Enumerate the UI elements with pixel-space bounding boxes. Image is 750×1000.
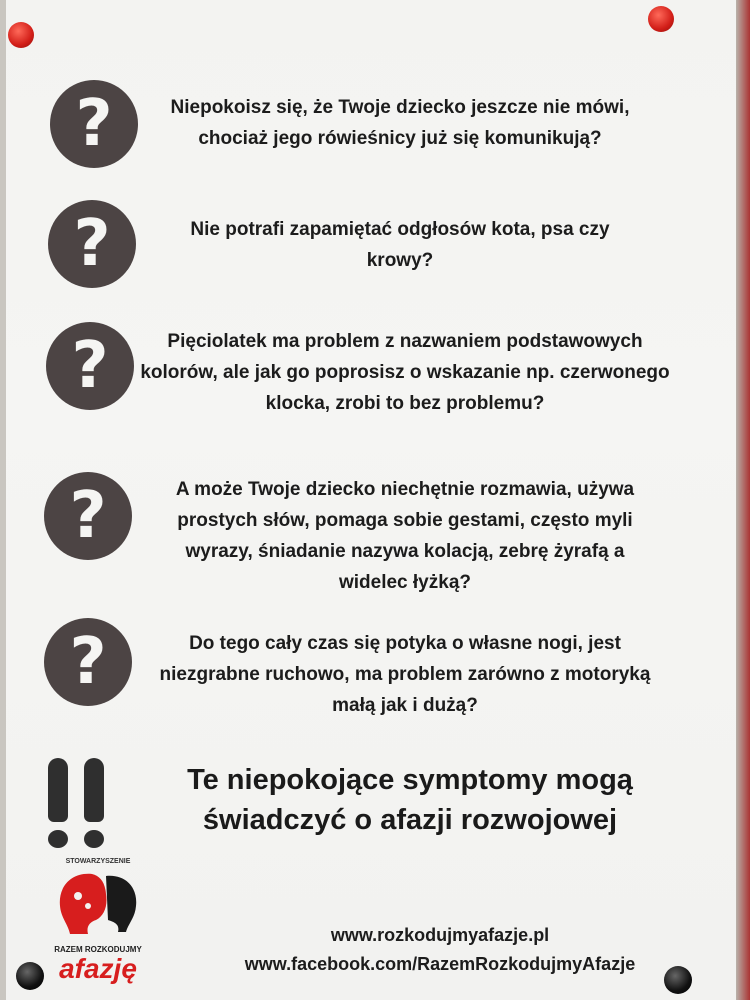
pushpin-red-top-right <box>648 6 674 32</box>
logo-org-name: RAZEM ROZKODUJMY <box>54 945 142 954</box>
question-mark-icon: ? <box>44 618 132 706</box>
pushpin-black-bottom-left <box>16 962 44 990</box>
question-text-5: Do tego cały czas się potyka o własne nogi, jest niezgrabne ruchowo, ma problem zarówno z motoryką małą jak i dużą? <box>159 633 651 716</box>
warning-line-1: Te niepokojące symptomy mogą <box>187 764 633 796</box>
two-heads-icon <box>48 866 148 946</box>
website-link[interactable]: www.rozkodujmyafazje.pl <box>330 925 550 945</box>
question-text-4: A może Twoje dziecko niechętnie rozmawia, używa prostych słów, pomaga sobie gestami, często myli wyrazy, śniadanie nazywa kolacją, zebrę żyrafą a widelec łyżką? <box>175 479 635 593</box>
question-text-1: Niepokoisz się, że Twoje dziecko jeszcze nie mówi, chociaż jego rówieśnicy już się komunikują? <box>170 97 630 149</box>
facebook-link[interactable]: www.facebook.com/RazemRozkodujmyAfazje <box>244 954 636 974</box>
pushpin-red-top-left <box>8 22 34 48</box>
warning-message <box>110 760 710 840</box>
organization-logo <box>48 858 148 988</box>
logo-brand: afazję <box>59 953 137 984</box>
logo-association-label: STOWARZYSZENIE <box>65 858 131 865</box>
question-mark-icon: ? <box>46 322 134 410</box>
question-mark-icon: ? <box>44 472 132 560</box>
question-text-3: Pięciolatek ma problem z nazwaniem podstawowych kolorów, ale jak go poprosisz o wskazanie np. czerwonego klocka, zrobi to bez problemu? <box>140 331 670 414</box>
background-edge <box>736 0 750 1000</box>
warning-line-2: świadczyć o afazji rozwojowej <box>202 804 618 836</box>
question-text-2: Nie potrafi zapamiętać odgłosów kota, psa czy krowy? <box>190 219 610 271</box>
question-mark-icon: ? <box>48 200 136 288</box>
question-mark-icon: ? <box>50 80 138 168</box>
